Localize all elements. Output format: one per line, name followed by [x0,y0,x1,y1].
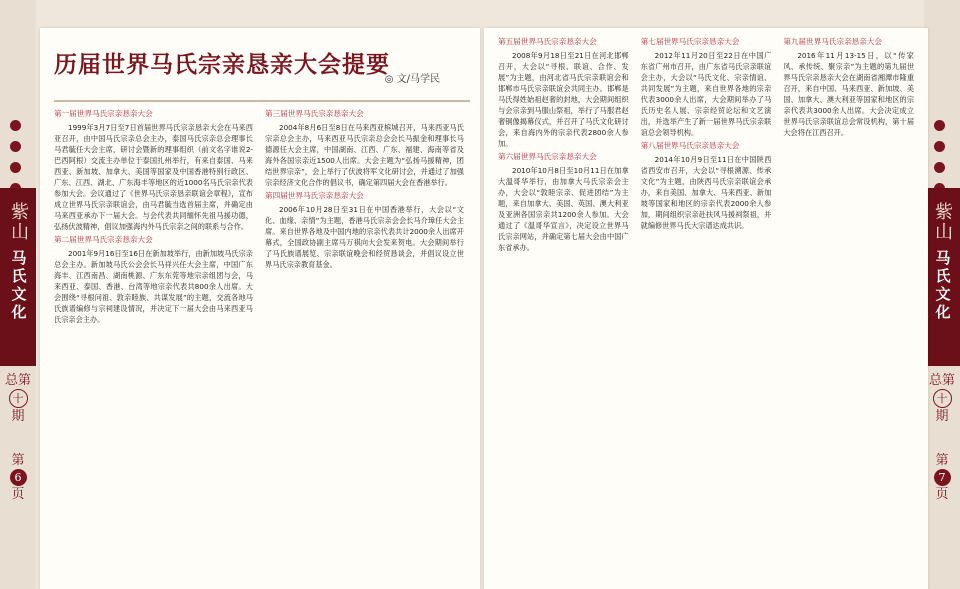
article-author: ◎ 文/马学民 [384,74,440,85]
page-suffix: 页 [935,487,949,502]
page-number-label [0,452,36,503]
page-suffix: 页 [11,487,25,502]
dot-icon [934,141,945,152]
title-divider [54,100,470,102]
left-page [40,28,480,589]
page-number: 7 [934,469,951,486]
publication-name: 马氏文化 [933,250,952,322]
right-page [484,28,928,589]
text-column [641,34,772,582]
issue-number: 十 [933,389,952,408]
section-paragraph: 2010年10月8日至10月11日在加拿大温哥华举行，由加拿大马氏宗亲会主办，大会以“敦睦宗亲、促进团结”为主题，来自加拿大、美国、英国、澳大利亚及亚洲各国宗亲共1200余人参加。大会通过了《温哥华宣言》，决定设立世界马氏宗亲网站，并确定第七届大会由中国广东省承办。 [498,166,629,252]
text-column [265,106,464,582]
dot-icon [10,162,21,173]
page-number-label [924,452,960,503]
section-paragraph: 1999年3月7日至7日首届世界马氏宗亲恳亲大会在马来西亚召开，由中国马氏宗亲总会主办，泰国马氏宗亲总会理事长马君毓任大会主席，研讨会暨新的理事组织（前文名字谁说2-巴西阿根）交流主办单位于泰国扎州举行，有来自泰国、马来西亚、新加坡、加拿大、美国等国家及中国香港特别行政区、广东、江西、湖北、广东海丰等地区的近1000名马氏宗亲代表参加大会。会议通过了《世界马氏宗亲恳亲联谊会章程》，宣布成立世界马氏宗亲联谊会，由马君毓当选首届主席，并确定由马来西亚承办下一届大会。与会代表共同缅怀先祖马援功德，弘扬伏波精神，倡议加强海内外马氏宗亲之间的联系与合作。 [54,123,253,231]
dot-icon [934,162,945,173]
dot-icon [10,120,21,131]
section-heading: 第五届世界马氏宗亲恳亲大会 [498,37,597,46]
publication-name: 马氏文化 [9,250,28,322]
section-heading: 第一届世界马氏宗亲恳亲大会 [54,109,153,118]
section-heading: 第八届世界马氏宗亲恳亲大会 [640,141,740,150]
issue-label [924,372,960,425]
issue-label [0,372,36,425]
calligraphy-mark: 紫山 [8,202,29,242]
issue-number: 十 [9,389,28,408]
section-paragraph: 2016年11月13-15日，以“传家风、承传统、聚宗亲”为主题的第九届世界马氏宗亲恳亲大会在湖南省湘潭市隆重召开，来自中国、马来西亚、新加坡、美国、加拿大、澳大利亚等国家和地区的宗亲代表共3000余人出席。大会决定成立世界马氏宗亲联谊总会常设机构，第十届大会将在江西召开。 [783,51,915,137]
section-heading: 第九届世界马氏宗亲恳亲大会 [783,37,883,46]
section-paragraph: 2012年11月20日至22日在中国广东省广州市召开，由广东省马氏宗亲联谊会主办，大会以“马氏文化、宗亲情谊、共同发展”为主题，来自世界各地的宗亲代表3000余人出席，大会期间举办了马氏历史名人展、宗亲经贸论坛和文艺演出，并选举产生了新一届世界马氏宗亲联谊总会领导机构。 [640,51,772,137]
page-number: 6 [10,469,27,486]
issue-suffix: 期 [935,409,949,424]
section-paragraph: 2014年10月9日至11日在中国陕西省西安市召开，大会以“寻根溯源、传承文化”为主题，由陕西马氏宗亲联谊会承办，来自美国、加拿大、马来西亚、新加坡等国家和地区的宗亲代表2000余人参加，期间组织宗亲赴扶风马援祠祭祖，并就编修世界马氏大宗谱达成共识。 [640,155,772,230]
section-paragraph: 2008年9月18日至21日在河北邯郸召开，大会以“寻根、联谊、合作、发展”为主题，由河北省马氏宗亲联谊会和邯郸市马氏宗亲联谊会共同主办。邯郸是马氏得姓始祖赵奢的封地，大会期间组织与会宗亲到马服山祭祖，举行了马服君赵奢铜像揭幕仪式，并召开了马氏文化研讨会，来自海内外的宗亲代表2800余人参加。 [498,51,629,148]
section-paragraph: 2001年9月16日至16日在新加坡举行，由新加坡马氏宗亲总会主办。新加坡马氏公会会长马祥兴任大会主席，中国广东海丰、江西南昌、湖南桃源、广东东莞等地宗亲组团与会，马来西亚、泰国、香港、台湾等地宗亲代表共800余人出席。大会围绕“寻根问祖、敦亲睦族、共谋发展”的主题，交流各地马氏族谱编修与宗祠建设情况，并决定下一届大会由马来西亚马氏宗亲会主办。 [54,249,253,324]
section-paragraph: 2006年10月28日至31日在中国香港举行，大会以“文化、血缘、亲情”为主题，香港马氏宗亲会会长马介璋任大会主席。来自世界各地及中国内地的宗亲代表共计2000余人出席开幕式，全国政协副主席马万祺向大会发来贺电。大会期间举行了马氏族谱展览、宗亲联谊晚会和经贸恳谈会，并倡议设立世界马氏宗亲教育基金。 [265,205,464,269]
section-heading: 第四届世界马氏宗亲恳亲大会 [265,191,364,200]
dot-icon [10,141,21,152]
article-header [54,46,470,110]
right-side-strip [924,0,960,589]
section-heading: 第三届世界马氏宗亲恳亲大会 [265,109,364,118]
issue-suffix: 期 [11,409,25,424]
calligraphy-mark: 紫山 [932,202,953,242]
page-prefix: 第 [935,453,949,468]
publication-tag [0,188,36,366]
text-column [783,34,914,582]
issue-prefix: 总第 [928,373,955,388]
section-heading: 第六届世界马氏宗亲恳亲大会 [498,152,597,161]
issue-prefix: 总第 [4,373,31,388]
left-page-columns [54,106,464,582]
text-column [54,106,253,582]
publication-tag [924,188,960,366]
section-heading: 第二届世界马氏宗亲恳亲大会 [54,235,153,244]
right-page-columns [498,34,914,582]
section-heading: 第七届世界马氏宗亲恳亲大会 [640,37,740,46]
left-side-strip [0,0,36,589]
text-column [498,34,629,582]
page-prefix: 第 [11,453,25,468]
section-paragraph: 2004年8月6日至8日在马来西亚槟城召开，马来西亚马氏宗亲总会主办，马来西亚马氏宗亲总会会长马振金和理事长马德源任大会主席，中国湖南、江西、广东、福建、海南等省及海外各国宗亲近1500人出席。大会主题为“弘扬马援精神，团结世界宗亲”，会上举行了伏波将军文化研讨会，并通过了加强宗亲经济文化合作的倡议书，确定第四届大会在香港举行。 [265,123,464,187]
article-title: 历届世界马氏宗亲恳亲大会提要 [54,51,390,78]
dot-icon [934,120,945,131]
